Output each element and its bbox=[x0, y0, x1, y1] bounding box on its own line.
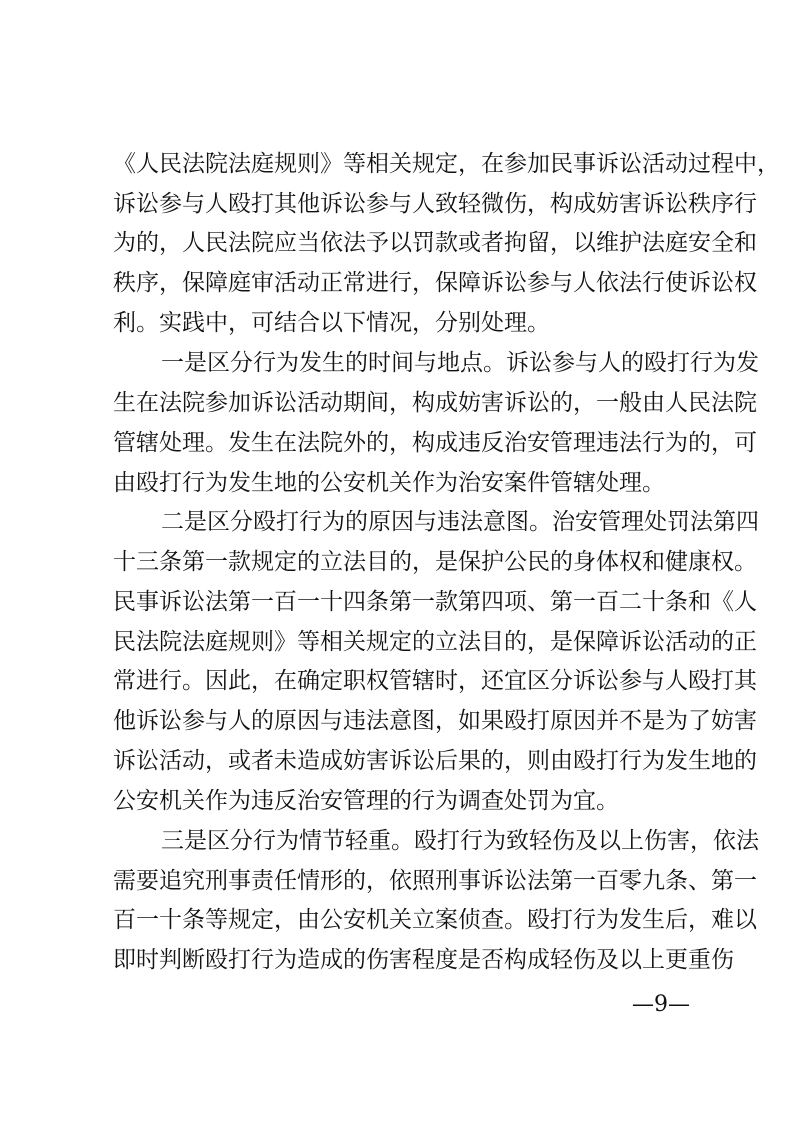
text-line: 利。实践中，可结合以下情况，分别处理。 bbox=[113, 310, 550, 336]
text-line: 需要追究刑事责任情形的，依照刑事诉讼法第一百零九条、第一 bbox=[113, 868, 757, 894]
text-line: 民法院法庭规则》等相关规定的立法目的，是保障诉讼活动的正 bbox=[113, 629, 757, 655]
paragraph-first-line: 三是区分行为情节轻重。殴打行为致轻伤及以上伤害，依法 bbox=[161, 828, 759, 854]
text-line: 生在法院参加诉讼活动期间，构成妨害诉讼的，一般由人民法院 bbox=[113, 390, 757, 416]
text-line: 他诉讼参与人的原因与违法意图，如果殴打原因并不是为了妨害 bbox=[113, 708, 757, 734]
text-line: 秩序，保障庭审活动正常进行，保障诉讼参与人依法行使诉讼权 bbox=[113, 270, 757, 296]
text-line: 常进行。因此，在确定职权管辖时，还宜区分诉讼参与人殴打其 bbox=[113, 668, 757, 694]
text-line: 管辖处理。发生在法院外的，构成违反治安管理违法行为的，可 bbox=[113, 430, 757, 456]
text-line: 百一十条等规定，由公安机关立案侦查。殴打行为发生后，难以 bbox=[113, 907, 757, 933]
text-line: 为的，人民法院应当依法予以罚款或者拘留，以维护法庭安全和 bbox=[113, 230, 757, 256]
text-line: 即时判断殴打行为造成的伤害程度是否构成轻伤及以上更重伤 bbox=[113, 947, 734, 973]
text-line: 民事诉讼法第一百一十四条第一款第四项、第一百二十条和《人 bbox=[113, 589, 757, 615]
paragraph-first-line: 一是区分行为发生的时间与地点。诉讼参与人的殴打行为发 bbox=[161, 350, 759, 376]
text-line: 由殴打行为发生地的公安机关作为治安案件管辖处理。 bbox=[113, 470, 665, 496]
text-line: 公安机关作为违反治安管理的行为调查处罚为宜。 bbox=[113, 788, 619, 814]
text-line: 《人民法院法庭规则》等相关规定，在参加民事诉讼活动过程中， bbox=[113, 151, 780, 177]
text-line: 十三条第一款规定的立法目的，是保护公民的身体权和健康权。 bbox=[113, 549, 757, 575]
page-number: —9— bbox=[632, 992, 690, 1017]
paragraph-first-line: 二是区分殴打行为的原因与违法意图。治安管理处罚法第四 bbox=[161, 509, 759, 535]
text-line: 诉讼参与人殴打其他诉讼参与人致轻微伤，构成妨害诉讼秩序行 bbox=[113, 191, 757, 217]
text-line: 诉讼活动，或者未造成妨害诉讼后果的，则由殴打行为发生地的 bbox=[113, 748, 757, 774]
